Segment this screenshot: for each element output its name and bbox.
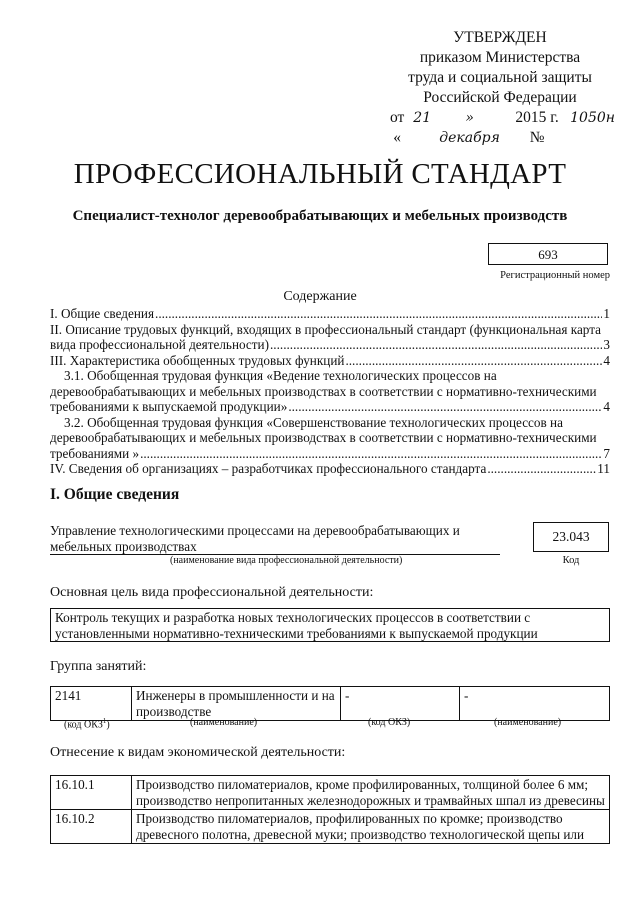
toc-item[interactable]: II. Описание трудовых функций, входящих в профессиональный стандарт (функциональная карта вида профессиональной деятельности) ..... 3 bbox=[50, 322, 610, 353]
date-month: » декабря bbox=[439, 110, 500, 146]
approval-line: приказом Министерства bbox=[419, 49, 581, 66]
caption: (наименование) bbox=[494, 717, 562, 728]
toc-item[interactable]: 3.2. Обобщенная трудовая функция «Совершенствование технологических процессов на деревообрабатывающих и мебельных производствах в соответствии с нормативно-техническими требованиями » ..... 7 bbox=[50, 415, 610, 462]
date-prefix: от « bbox=[389, 109, 405, 146]
activity-name-field: Управление технологическими процессами на деревообрабатывающих и мебельных производствах bbox=[50, 523, 500, 555]
okved-name-cell: Производство пиломатериалов, профилированных по кромке; производство древесного полотна, древесной муки; производство технологической щепы или bbox=[132, 810, 610, 844]
okz-name-cell: Инженеры в промышленности и на производстве bbox=[132, 687, 341, 721]
date-day: 21 bbox=[413, 110, 432, 126]
approval-line: УТВЕРЖДЕН bbox=[453, 29, 547, 46]
okz-code-cell: - bbox=[341, 687, 460, 721]
caption: (код ОКЗ) bbox=[368, 717, 411, 728]
okved-label: Отнесение к видам экономической деятельности: bbox=[50, 745, 346, 760]
document-title: ПРОФЕССИОНАЛЬНЫЙ СТАНДАРТ bbox=[73, 158, 567, 190]
okved-table bbox=[50, 775, 610, 844]
okved-code-cell: 16.10.2 bbox=[51, 810, 132, 844]
occupation-group-table bbox=[50, 686, 610, 721]
registration-label: Регистрационный номер bbox=[500, 270, 610, 281]
code-caption: Код bbox=[562, 555, 580, 566]
caption: (код ОКЗ$^1$) bbox=[64, 717, 110, 731]
toc-item[interactable]: 3.1. Обобщенная трудовая функция «Ведение технологических процессов на деревообрабатывающих и мебельных производствах в соответствии с нормативно-техническими требованиями к выпускаемой продукции» ..... 4 bbox=[50, 368, 610, 415]
date-year: 2015 г. № bbox=[515, 109, 559, 146]
toc-item[interactable]: III. Характеристика обобщенных трудовых функций ..... 4 bbox=[50, 353, 610, 369]
okved-name-cell: Производство пиломатериалов, кроме профилированных, толщиной более 6 мм; производство непропитанных железнодорожных и трамвайных шпал из древесины bbox=[132, 776, 610, 810]
section-heading: I. Общие сведения bbox=[50, 486, 180, 503]
goal-label: Основная цель вида профессиональной деятельности: bbox=[50, 585, 374, 600]
approval-line: труда и социальной защиты bbox=[408, 69, 592, 86]
toc-item[interactable]: I. Общие сведения ..... 1 bbox=[50, 306, 610, 322]
group-label: Группа занятий: bbox=[50, 659, 147, 674]
order-number: 1050н bbox=[570, 110, 615, 126]
table-of-contents bbox=[50, 306, 610, 477]
table-row bbox=[51, 810, 610, 844]
approval-date-line bbox=[385, 108, 615, 148]
toc-heading: Содержание bbox=[283, 289, 357, 304]
toc-item[interactable]: IV. Сведения об организациях – разработчиках профессионального стандарта ..... 11 bbox=[50, 461, 610, 477]
approval-line: Российской Федерации bbox=[423, 89, 577, 106]
approval-block bbox=[385, 28, 615, 148]
table-row bbox=[51, 687, 610, 721]
table-row bbox=[51, 776, 610, 810]
caption: (наименование) bbox=[190, 717, 258, 728]
goal-box: Контроль текущих и разработка новых технологических процессов в соответствии с установленными нормативно-техническими требованиями к выпускаемой продукции bbox=[50, 608, 610, 642]
okz-name-cell: - bbox=[460, 687, 610, 721]
activity-caption: (наименование вида профессиональной деятельности) bbox=[170, 555, 403, 566]
activity-code: 23.043 bbox=[533, 522, 609, 552]
document-subtitle: Специалист-технолог деревообрабатывающих и мебельных производств bbox=[72, 208, 568, 224]
okved-code-cell: 16.10.1 bbox=[51, 776, 132, 810]
okz-code-cell: 2141 bbox=[51, 687, 132, 721]
registration-number: 693 bbox=[488, 243, 608, 265]
